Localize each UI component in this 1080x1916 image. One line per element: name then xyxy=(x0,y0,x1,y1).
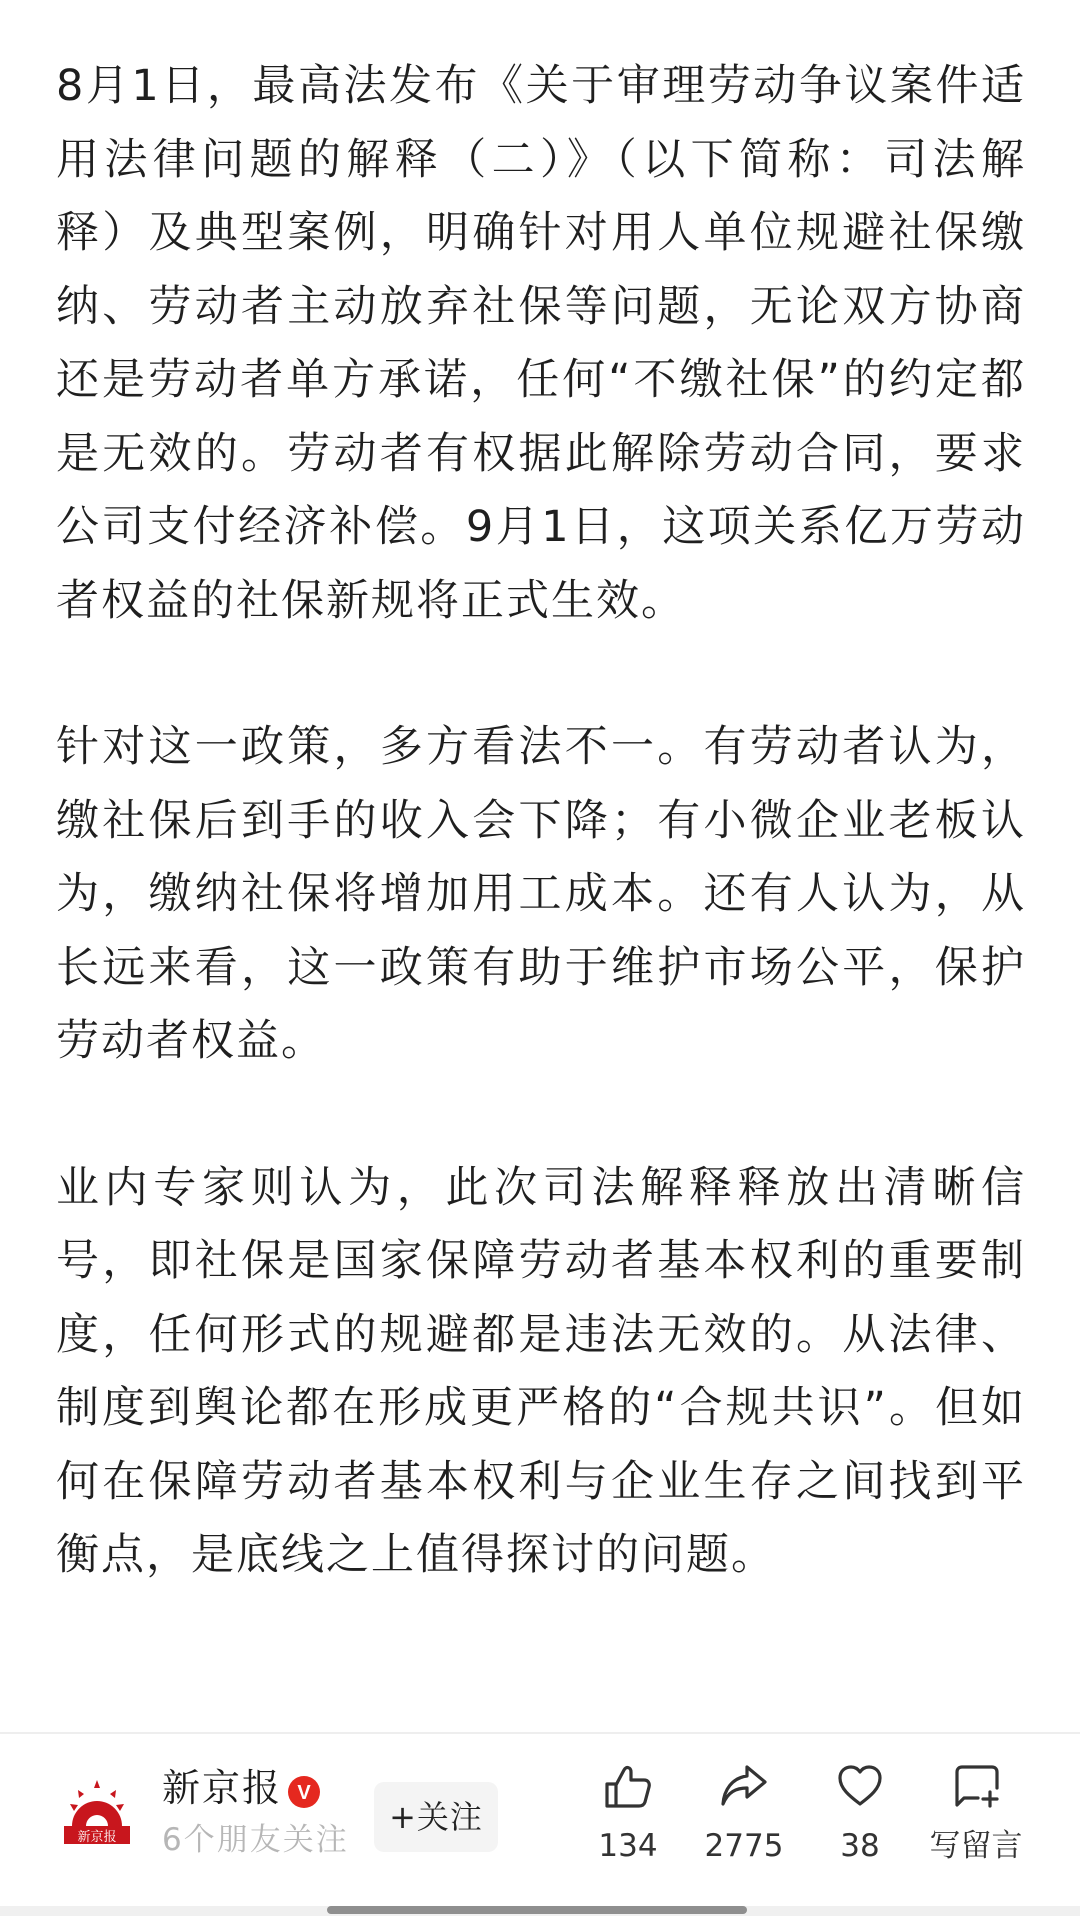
publisher-logo-icon xyxy=(62,1774,132,1846)
home-indicator xyxy=(0,1906,1080,1916)
verified-badge-label: V xyxy=(297,1782,311,1804)
home-indicator-pill[interactable] xyxy=(327,1906,747,1914)
article-paragraph-3: 业内专家则认为，此次司法解释释放出清晰信号，即社保是国家保障劳动者基本权利的重要制度，任何形式的规避都是违法无效的。从法律、制度到舆论都在形成更严格的“合规共识”。但如何在保障劳动者基本权利与企业生存之间找到平衡点，是底线之上值得探讨的问题。 xyxy=(56,1162,1026,1580)
favorite-count: 38 xyxy=(840,1828,880,1864)
like-count: 134 xyxy=(598,1828,658,1864)
write-comment-button[interactable] xyxy=(916,1760,1036,1884)
heart-icon xyxy=(834,1760,886,1812)
favorite-button[interactable] xyxy=(800,1760,920,1884)
share-arrow-icon xyxy=(718,1760,770,1812)
verified-badge-icon xyxy=(288,1776,320,1808)
publisher-logo-wordmark: 新京报 xyxy=(77,1830,117,1845)
comment-add-icon xyxy=(950,1760,1002,1812)
friends-following-count: 6个朋友关注 xyxy=(162,1822,349,1858)
share-button[interactable] xyxy=(684,1760,804,1884)
article-paragraph-1: 8月1日，最高法发布《关于审理劳动争议案件适用法律问题的解释（二）》（以下简称：司法解释）及典型案例，明确针对用人单位规避社保缴纳、劳动者主动放弃社保等问题，无论双方协商还是劳动者单方承诺，任何“不缴社保”的约定都是无效的。劳动者有权据此解除劳动合同，要求公司支付经济补偿。9月1日，这项关系亿万劳动者权益的社保新规将正式生效。 xyxy=(56,61,1026,626)
article-body xyxy=(56,50,1026,1593)
article-paragraph-2: 针对这一政策，多方看法不一。有劳动者认为，缴社保后到手的收入会下降；有小微企业老板认为，缴纳社保将增加用工成本。还有人认为，从长远来看，这一政策有助于维护市场公平，保护劳动者权益。 xyxy=(56,722,1026,1066)
follow-button[interactable]: +关注 xyxy=(374,1782,498,1852)
share-count: 2775 xyxy=(704,1828,784,1864)
bottom-action-bar xyxy=(0,1732,1080,1916)
thumbs-up-icon xyxy=(602,1760,654,1812)
publisher-logo[interactable] xyxy=(62,1774,132,1846)
like-button[interactable] xyxy=(568,1760,688,1884)
write-comment-label: 写留言 xyxy=(929,1828,1023,1864)
author-name[interactable]: 新京报 xyxy=(162,1766,283,1810)
